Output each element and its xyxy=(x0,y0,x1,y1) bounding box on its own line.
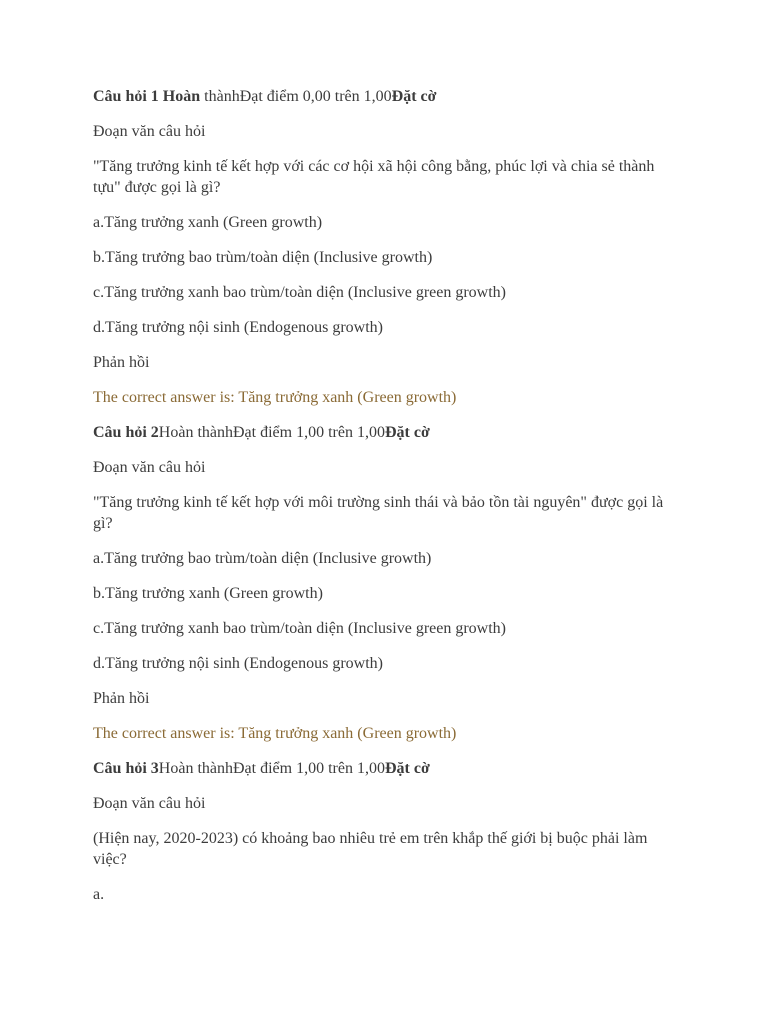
question-2-label: Câu hỏi 2 xyxy=(93,424,159,441)
question-2-correct-answer: The correct answer is: Tăng trưởng xanh (Green growth) xyxy=(93,725,457,742)
question-3-text-label: Đoạn văn câu hỏi xyxy=(93,795,206,812)
question-1-text-label: Đoạn văn câu hỏi xyxy=(93,123,206,140)
question-3-option-a: a. xyxy=(93,886,105,903)
question-1-status: thànhĐạt điểm 0,00 trên 1,00 xyxy=(200,88,392,105)
question-1-option-b: b.Tăng trưởng bao trùm/toàn diện (Inclusive growth) xyxy=(93,249,433,266)
question-2-status: Hoàn thànhĐạt điểm 1,00 trên 1,00 xyxy=(158,424,385,441)
question-3-flag: Đặt cờ xyxy=(384,760,430,777)
document-page xyxy=(93,86,683,919)
question-1-label: Câu hỏi 1 Hoàn xyxy=(93,88,201,105)
question-2-text-label: Đoạn văn câu hỏi xyxy=(93,459,206,476)
question-1-prompt: "Tăng trưởng kinh tế kết hợp với các cơ hội xã hội công bằng, phúc lợi và chia sẻ thành tựu" được gọi là gì? xyxy=(93,158,655,196)
question-2-option-d: d.Tăng trưởng nội sinh (Endogenous growth) xyxy=(93,655,383,672)
question-1-correct-answer: The correct answer is: Tăng trưởng xanh (Green growth) xyxy=(93,389,457,406)
question-1-option-d: d.Tăng trưởng nội sinh (Endogenous growth) xyxy=(93,319,383,336)
question-2-option-b: b.Tăng trưởng xanh (Green growth) xyxy=(93,585,323,602)
question-3-header xyxy=(93,758,683,779)
question-2-option-c: c.Tăng trưởng xanh bao trùm/toàn diện (Inclusive green growth) xyxy=(93,620,507,637)
question-3-label: Câu hỏi 3 xyxy=(93,760,159,777)
question-2-option-a: a.Tăng trưởng bao trùm/toàn diện (Inclusive growth) xyxy=(93,550,432,567)
question-2-flag: Đặt cờ xyxy=(384,424,430,441)
question-1-option-c: c.Tăng trưởng xanh bao trùm/toàn diện (Inclusive green growth) xyxy=(93,284,507,301)
question-1-flag: Đặt cờ xyxy=(391,88,437,105)
question-3-status: Hoàn thànhĐạt điểm 1,00 trên 1,00 xyxy=(158,760,385,777)
question-1-header xyxy=(93,86,683,107)
question-1-feedback-label: Phản hồi xyxy=(93,354,150,371)
question-2-header xyxy=(93,422,683,443)
question-1-option-a: a.Tăng trưởng xanh (Green growth) xyxy=(93,214,323,231)
question-2-prompt: "Tăng trưởng kinh tế kết hợp với môi trường sinh thái và bảo tồn tài nguyên" được gọi là gì? xyxy=(93,494,664,532)
question-3-prompt: (Hiện nay, 2020-2023) có khoảng bao nhiêu trẻ em trên khắp thế giới bị buộc phải làm việc? xyxy=(93,830,648,868)
question-2-feedback-label: Phản hồi xyxy=(93,690,150,707)
